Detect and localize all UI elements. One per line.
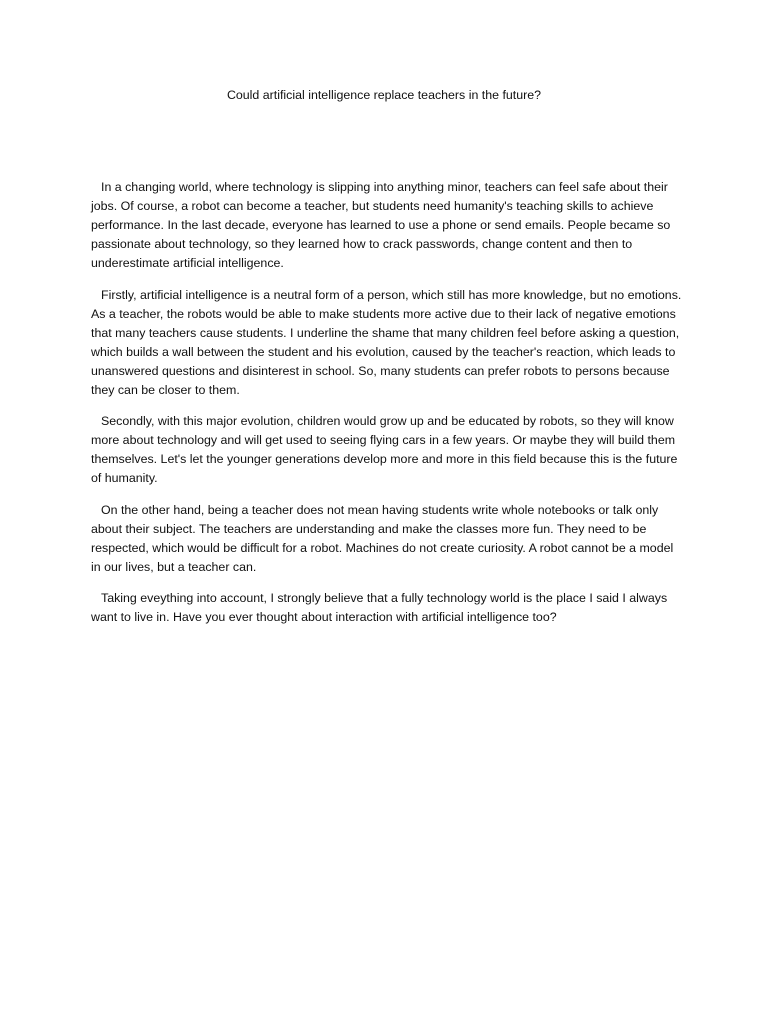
- document-title: Could artificial intelligence replace teachers in the future?: [226, 88, 542, 102]
- paragraph-intro: In a changing world, where technology is slipping into anything minor, teachers can feel safe about their jobs. Of course, a robot can become a teacher, but students need humanity's teaching skills to achieve performance. In the last decade, everyone has learned to use a phone or send emails. People became so passionate about technology, so they learned how to crack passwords, change content and then to underestimate artificial intelligence.: [91, 180, 671, 270]
- paragraph-conclusion: Taking eveything into account, I strongly believe that a fully technology world is the place I said I always want to live in. Have you ever thought about interaction with artificial intelligence too?: [91, 591, 668, 624]
- paragraph-secondly: Secondly, with this major evolution, children would grow up and be educated by robots, so they will know more about technology and will get used to seeing flying cars in a few years. Or maybe they will build them themselves. Let's let the younger generations develop more and more in this field because this is the future of humanity.: [91, 414, 678, 485]
- paragraph-other-hand: On the other hand, being a teacher does not mean having students write whole notebooks or talk only about their subject. The teachers are understanding and make the classes more fun. They need to be respected, which would be difficult for a robot. Machines do not create curiosity. A robot cannot be a model in our lives, but a teacher can.: [91, 502, 674, 574]
- document-body: [91, 178, 683, 640]
- paragraph-firstly: Firstly, artificial intelligence is a neutral form of a person, which still has more knowledge, but no emotions. As a teacher, the robots would be able to make students more active due to their lack of negative emotions that many teachers cause students. I underline the shame that many children feel before asking a question, which builds a wall between the student and his evolution, caused by the teacher's reaction, which leads to unanswered questions and disinterest in school. So, many students can prefer robots to persons because they can be closer to them.: [91, 287, 682, 397]
